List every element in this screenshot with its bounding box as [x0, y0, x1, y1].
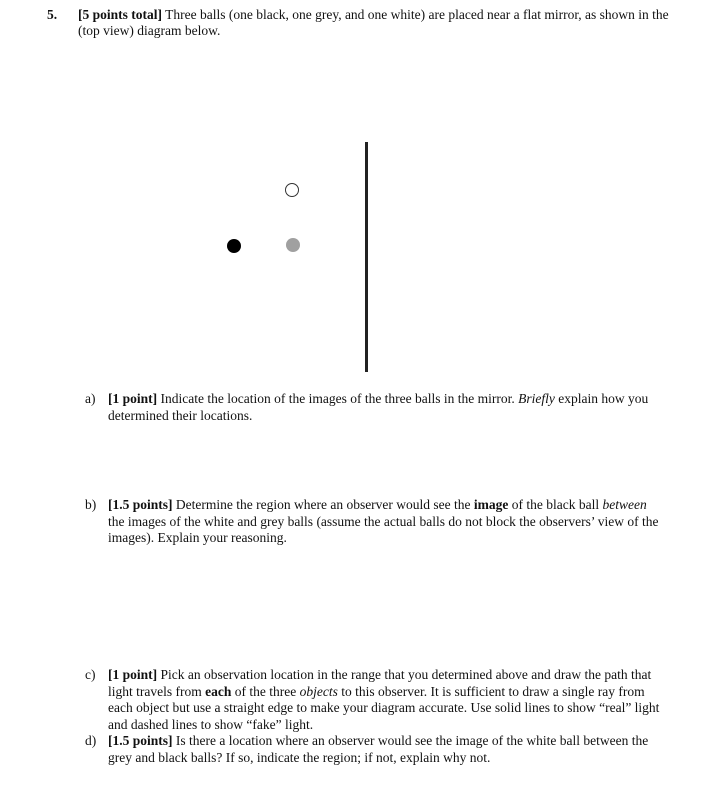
grey-ball: [286, 238, 300, 252]
part-b-sentence-1: Determine the region where an observer would see the: [175, 497, 471, 512]
part-a-sentence-2: explain how you determined their locations.: [108, 391, 649, 423]
part-c-sentence-1: Pick an observation location in the range that you determined above and draw the path that light travels from: [108, 667, 652, 699]
part-a-label: a): [85, 391, 96, 406]
part-d-sentence-1: Is there a location where an observer would see the image of the white ball between the grey and black balls? If so, indicate the region; if not, explain why not.: [108, 733, 649, 765]
diagram: [0, 0, 706, 400]
mirror: [365, 142, 368, 372]
part-b-sentence-2: of the black ball: [511, 497, 600, 512]
question-points: [5 points total]: [78, 7, 162, 22]
part-b-points: [1.5 points]: [108, 497, 173, 512]
part-d-text: [108, 733, 663, 766]
question-number: 5.: [47, 7, 58, 22]
part-d-label: d): [85, 733, 97, 748]
part-a-emphasis: Briefly: [518, 391, 555, 406]
part-c-sentence-2: of the three: [234, 683, 297, 699]
part-b-text: [108, 497, 663, 547]
part-b-bold: image: [473, 497, 509, 512]
black-ball: [227, 239, 241, 253]
part-c-label: c): [85, 667, 96, 682]
part-a-sentence-1: Indicate the location of the images of the three balls in the mirror.: [160, 391, 515, 406]
part-c-points: [1 point]: [108, 667, 158, 682]
question-body: Three balls (one black, one grey, and one white) are placed near a flat mirror, as shown in the (top view) diagram below.: [78, 7, 669, 38]
part-c-bold: each: [205, 683, 232, 699]
part-d-points: [1.5 points]: [108, 733, 173, 748]
part-c-sentence-3: to this observer. It is sufficient to draw a single ray from each object but use a straight edge to make your diagram accurate. Use solid lines to show “real” light and dashed lines to show “fake” light.: [108, 683, 660, 732]
part-b-emphasis: between: [602, 497, 647, 512]
white-ball: [285, 183, 299, 197]
part-b-label: b): [85, 497, 97, 512]
part-c-emphasis: objects: [299, 683, 338, 699]
part-c-text: [108, 667, 663, 733]
part-a-points: [1 point]: [108, 391, 158, 406]
part-a-text: [108, 391, 663, 424]
part-b-sentence-3: the images of the white and grey balls (assume the actual balls do not block the observers’ view of the images). Explain your reasoning.: [108, 513, 659, 545]
